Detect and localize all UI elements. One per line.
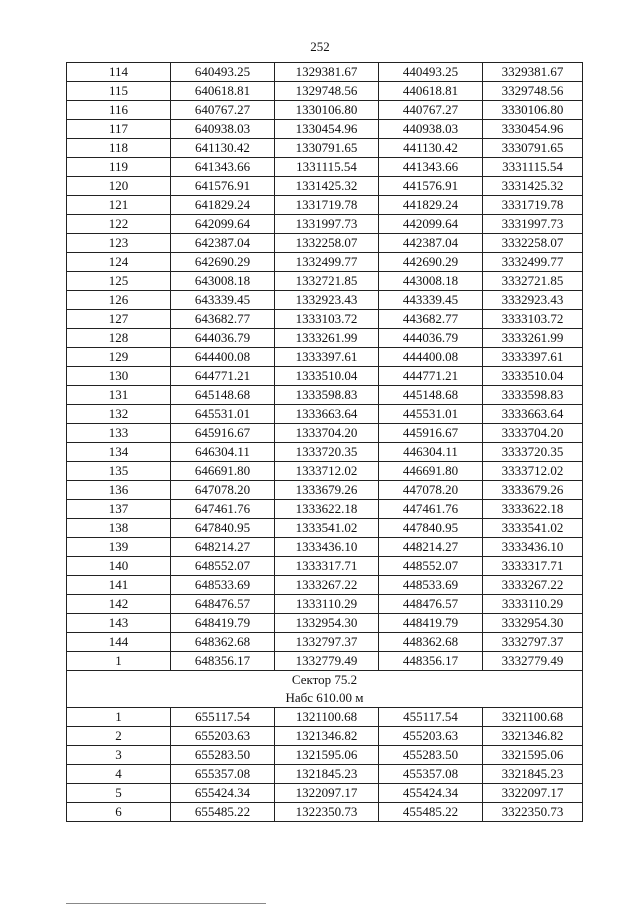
coordinate-cell: 3333598.83	[483, 386, 583, 405]
coordinate-cell: 1321595.06	[275, 746, 379, 765]
coordinate-cell: 655283.50	[171, 746, 275, 765]
coordinate-cell: 3332499.77	[483, 253, 583, 272]
point-number-cell: 116	[67, 101, 171, 120]
point-number-cell: 115	[67, 82, 171, 101]
coordinate-cell: 3332779.49	[483, 652, 583, 671]
coordinate-cell: 644771.21	[171, 367, 275, 386]
point-number-cell: 5	[67, 784, 171, 803]
coordinate-cell: 1333510.04	[275, 367, 379, 386]
coordinate-cell: 3333663.64	[483, 405, 583, 424]
coordinate-cell: 648362.68	[171, 633, 275, 652]
coordinate-cell: 1329381.67	[275, 63, 379, 82]
table-row	[67, 538, 583, 557]
table-row	[67, 519, 583, 538]
coordinate-cell: 3321346.82	[483, 727, 583, 746]
table-row	[67, 708, 583, 727]
coordinate-cell: 1333622.18	[275, 500, 379, 519]
coordinate-cell: 448419.79	[379, 614, 483, 633]
coordinate-cell: 1332499.77	[275, 253, 379, 272]
table-row	[67, 652, 583, 671]
coordinate-cell: 655485.22	[171, 803, 275, 822]
coordinate-cell: 441130.42	[379, 139, 483, 158]
coordinate-cell: 655357.08	[171, 765, 275, 784]
point-number-cell: 139	[67, 538, 171, 557]
coordinate-cell: 1333317.71	[275, 557, 379, 576]
coordinate-cell: 3333397.61	[483, 348, 583, 367]
point-number-cell: 140	[67, 557, 171, 576]
coordinate-cell: 445916.67	[379, 424, 483, 443]
coordinate-cell: 455357.08	[379, 765, 483, 784]
coordinate-cell: 3333541.02	[483, 519, 583, 538]
table-row	[67, 291, 583, 310]
point-number-cell: 133	[67, 424, 171, 443]
point-number-cell: 122	[67, 215, 171, 234]
coordinate-cell: 648552.07	[171, 557, 275, 576]
coordinate-cell: 446304.11	[379, 443, 483, 462]
coordinate-cell: 645148.68	[171, 386, 275, 405]
table-row	[67, 101, 583, 120]
coordinate-cell: 1321346.82	[275, 727, 379, 746]
table-row	[67, 63, 583, 82]
coordinate-cell: 642690.29	[171, 253, 275, 272]
point-number-cell: 135	[67, 462, 171, 481]
coordinate-cell: 643008.18	[171, 272, 275, 291]
table-row	[67, 253, 583, 272]
point-number-cell: 144	[67, 633, 171, 652]
coordinate-cell: 645916.67	[171, 424, 275, 443]
coordinate-cell: 1331425.32	[275, 177, 379, 196]
coordinate-cell: 455203.63	[379, 727, 483, 746]
table-row	[67, 614, 583, 633]
point-number-cell: 128	[67, 329, 171, 348]
coordinate-cell: 3321100.68	[483, 708, 583, 727]
coordinate-cell: 1332797.37	[275, 633, 379, 652]
point-number-cell: 141	[67, 576, 171, 595]
coordinate-cell: 445531.01	[379, 405, 483, 424]
point-number-cell: 134	[67, 443, 171, 462]
coordinate-cell: 641829.24	[171, 196, 275, 215]
coordinate-cell: 646691.80	[171, 462, 275, 481]
section-subtitle: Набс 610.00 м	[285, 690, 364, 705]
coordinate-cell: 3329381.67	[483, 63, 583, 82]
point-number-cell: 131	[67, 386, 171, 405]
coordinates-table	[66, 62, 583, 822]
point-number-cell: 1	[67, 708, 171, 727]
coordinate-cell: 1333541.02	[275, 519, 379, 538]
point-number-cell: 130	[67, 367, 171, 386]
point-number-cell: 138	[67, 519, 171, 538]
coordinate-cell: 3330106.80	[483, 101, 583, 120]
coordinate-cell: 643682.77	[171, 310, 275, 329]
table-row	[67, 177, 583, 196]
table-body-after	[67, 708, 583, 822]
coordinate-cell: 1333679.26	[275, 481, 379, 500]
coordinate-cell: 3329748.56	[483, 82, 583, 101]
point-number-cell: 120	[67, 177, 171, 196]
coordinate-cell: 448214.27	[379, 538, 483, 557]
coordinate-cell: 3332721.85	[483, 272, 583, 291]
table-row	[67, 120, 583, 139]
coordinate-cell: 1330791.65	[275, 139, 379, 158]
table-row	[67, 595, 583, 614]
coordinate-cell: 443339.45	[379, 291, 483, 310]
coordinate-cell: 642099.64	[171, 215, 275, 234]
coordinate-cell: 443682.77	[379, 310, 483, 329]
coordinate-cell: 1321100.68	[275, 708, 379, 727]
coordinate-cell: 443008.18	[379, 272, 483, 291]
coordinate-cell: 447840.95	[379, 519, 483, 538]
coordinate-cell: 1332779.49	[275, 652, 379, 671]
coordinate-cell: 3332954.30	[483, 614, 583, 633]
table-row	[67, 784, 583, 803]
coordinate-cell: 3333712.02	[483, 462, 583, 481]
coordinate-cell: 3332258.07	[483, 234, 583, 253]
point-number-cell: 4	[67, 765, 171, 784]
coordinate-cell: 1333110.29	[275, 595, 379, 614]
table-row	[67, 367, 583, 386]
coordinate-cell: 441576.91	[379, 177, 483, 196]
coordinate-cell: 3321595.06	[483, 746, 583, 765]
coordinate-cell: 641576.91	[171, 177, 275, 196]
coordinate-cell: 1321845.23	[275, 765, 379, 784]
table-row	[67, 765, 583, 784]
table-row	[67, 405, 583, 424]
coordinate-cell: 448362.68	[379, 633, 483, 652]
point-number-cell: 132	[67, 405, 171, 424]
point-number-cell: 123	[67, 234, 171, 253]
coordinate-cell: 444036.79	[379, 329, 483, 348]
table-row	[67, 215, 583, 234]
coordinate-cell: 640938.03	[171, 120, 275, 139]
coordinate-cell: 1333267.22	[275, 576, 379, 595]
table-row	[67, 82, 583, 101]
coordinate-cell: 447078.20	[379, 481, 483, 500]
coordinate-cell: 446691.80	[379, 462, 483, 481]
coordinate-cell: 448552.07	[379, 557, 483, 576]
coordinate-cell: 3333679.26	[483, 481, 583, 500]
point-number-cell: 127	[67, 310, 171, 329]
coordinate-cell: 3333103.72	[483, 310, 583, 329]
page-number: 252	[310, 39, 330, 54]
point-number-cell: 129	[67, 348, 171, 367]
coordinate-cell: 644036.79	[171, 329, 275, 348]
coordinate-cell: 440618.81	[379, 82, 483, 101]
coordinate-cell: 3332797.37	[483, 633, 583, 652]
coordinate-cell: 455485.22	[379, 803, 483, 822]
table-row	[67, 196, 583, 215]
coordinate-cell: 3333436.10	[483, 538, 583, 557]
coordinate-cell: 448476.57	[379, 595, 483, 614]
coordinate-cell: 3333622.18	[483, 500, 583, 519]
coordinate-cell: 1332954.30	[275, 614, 379, 633]
coordinate-cell: 3331997.73	[483, 215, 583, 234]
table-row	[67, 158, 583, 177]
point-number-cell: 126	[67, 291, 171, 310]
coordinate-cell: 655203.63	[171, 727, 275, 746]
coordinate-cell: 1333261.99	[275, 329, 379, 348]
coordinate-cell: 640618.81	[171, 82, 275, 101]
table-row	[67, 310, 583, 329]
table-row	[67, 803, 583, 822]
section-cell	[67, 671, 583, 708]
coordinate-cell: 641130.42	[171, 139, 275, 158]
section-title: Сектор 75.2	[291, 672, 358, 687]
coordinate-cell: 3333510.04	[483, 367, 583, 386]
table-row	[67, 424, 583, 443]
coordinate-cell: 1322097.17	[275, 784, 379, 803]
coordinate-cell: 1333704.20	[275, 424, 379, 443]
coordinate-cell: 3331425.32	[483, 177, 583, 196]
point-number-cell: 121	[67, 196, 171, 215]
coordinate-cell: 3333261.99	[483, 329, 583, 348]
table-row	[67, 139, 583, 158]
table-row	[67, 500, 583, 519]
point-number-cell: 136	[67, 481, 171, 500]
point-number-cell: 143	[67, 614, 171, 633]
coordinate-cell: 1333663.64	[275, 405, 379, 424]
coordinate-cell: 444400.08	[379, 348, 483, 367]
coordinate-cell: 1322350.73	[275, 803, 379, 822]
coordinate-cell: 647461.76	[171, 500, 275, 519]
coordinate-cell: 3322350.73	[483, 803, 583, 822]
point-number-cell: 117	[67, 120, 171, 139]
coordinate-cell: 3322097.17	[483, 784, 583, 803]
coordinate-cell: 1331997.73	[275, 215, 379, 234]
coordinate-cell: 648214.27	[171, 538, 275, 557]
table-row	[67, 633, 583, 652]
coordinate-cell: 3333720.35	[483, 443, 583, 462]
point-number-cell: 119	[67, 158, 171, 177]
point-number-cell: 1	[67, 652, 171, 671]
coordinate-cell: 1331115.54	[275, 158, 379, 177]
table-row	[67, 272, 583, 291]
table-row	[67, 576, 583, 595]
coordinate-cell: 648356.17	[171, 652, 275, 671]
coordinate-cell: 1333397.61	[275, 348, 379, 367]
coordinate-cell: 441829.24	[379, 196, 483, 215]
coordinate-cell: 442387.04	[379, 234, 483, 253]
table-row	[67, 462, 583, 481]
point-number-cell: 137	[67, 500, 171, 519]
coordinate-cell: 3333704.20	[483, 424, 583, 443]
coordinate-cell: 646304.11	[171, 443, 275, 462]
coordinate-cell: 642387.04	[171, 234, 275, 253]
point-number-cell: 2	[67, 727, 171, 746]
coordinate-cell: 3331115.54	[483, 158, 583, 177]
coordinate-cell: 1332258.07	[275, 234, 379, 253]
coordinate-cell: 648419.79	[171, 614, 275, 633]
coordinate-cell: 648533.69	[171, 576, 275, 595]
coordinate-cell: 640767.27	[171, 101, 275, 120]
footnote-separator	[66, 903, 266, 904]
point-number-cell: 114	[67, 63, 171, 82]
coordinate-cell: 643339.45	[171, 291, 275, 310]
coordinate-cell: 1333712.02	[275, 462, 379, 481]
coordinate-cell: 647840.95	[171, 519, 275, 538]
coordinate-cell: 641343.66	[171, 158, 275, 177]
coordinate-cell: 1332721.85	[275, 272, 379, 291]
coordinate-cell: 1330106.80	[275, 101, 379, 120]
coordinate-cell: 3333110.29	[483, 595, 583, 614]
coordinate-cell: 447461.76	[379, 500, 483, 519]
table-row	[67, 386, 583, 405]
table-row	[67, 746, 583, 765]
table-row	[67, 481, 583, 500]
table-row	[67, 234, 583, 253]
coordinate-cell: 3333267.22	[483, 576, 583, 595]
coordinate-cell: 3332923.43	[483, 291, 583, 310]
coordinate-cell: 3330791.65	[483, 139, 583, 158]
coordinate-cell: 648476.57	[171, 595, 275, 614]
coordinate-cell: 3321845.23	[483, 765, 583, 784]
coordinate-cell: 448356.17	[379, 652, 483, 671]
point-number-cell: 142	[67, 595, 171, 614]
table-row	[67, 443, 583, 462]
point-number-cell: 3	[67, 746, 171, 765]
coordinate-cell: 441343.66	[379, 158, 483, 177]
coordinate-cell: 442690.29	[379, 253, 483, 272]
coordinate-cell: 1333103.72	[275, 310, 379, 329]
coordinate-cell: 640493.25	[171, 63, 275, 82]
coordinate-cell: 1332923.43	[275, 291, 379, 310]
coordinate-cell: 440493.25	[379, 63, 483, 82]
coordinate-cell: 442099.64	[379, 215, 483, 234]
coordinate-cell: 3330454.96	[483, 120, 583, 139]
section-header	[67, 671, 583, 708]
coordinate-cell: 645531.01	[171, 405, 275, 424]
coordinate-cell: 3331719.78	[483, 196, 583, 215]
table-body-before	[67, 63, 583, 671]
coordinate-cell: 455283.50	[379, 746, 483, 765]
coordinate-cell: 1330454.96	[275, 120, 379, 139]
coordinate-cell: 1329748.56	[275, 82, 379, 101]
coordinate-cell: 1333720.35	[275, 443, 379, 462]
table-row	[67, 348, 583, 367]
table-row	[67, 557, 583, 576]
point-number-cell: 124	[67, 253, 171, 272]
point-number-cell: 118	[67, 139, 171, 158]
coordinate-cell: 455117.54	[379, 708, 483, 727]
coordinate-cell: 440767.27	[379, 101, 483, 120]
point-number-cell: 6	[67, 803, 171, 822]
coordinate-cell: 445148.68	[379, 386, 483, 405]
coordinate-cell: 3333317.71	[483, 557, 583, 576]
coordinate-cell: 448533.69	[379, 576, 483, 595]
coordinate-cell: 440938.03	[379, 120, 483, 139]
coordinate-cell: 644400.08	[171, 348, 275, 367]
coordinate-cell: 647078.20	[171, 481, 275, 500]
coordinate-cell: 655117.54	[171, 708, 275, 727]
coordinate-cell: 1333436.10	[275, 538, 379, 557]
point-number-cell: 125	[67, 272, 171, 291]
coordinate-cell: 1331719.78	[275, 196, 379, 215]
coordinate-cell: 1333598.83	[275, 386, 379, 405]
section-row	[67, 671, 583, 708]
coordinate-cell: 455424.34	[379, 784, 483, 803]
coordinate-cell: 444771.21	[379, 367, 483, 386]
coordinate-cell: 655424.34	[171, 784, 275, 803]
table-row	[67, 727, 583, 746]
table-row	[67, 329, 583, 348]
